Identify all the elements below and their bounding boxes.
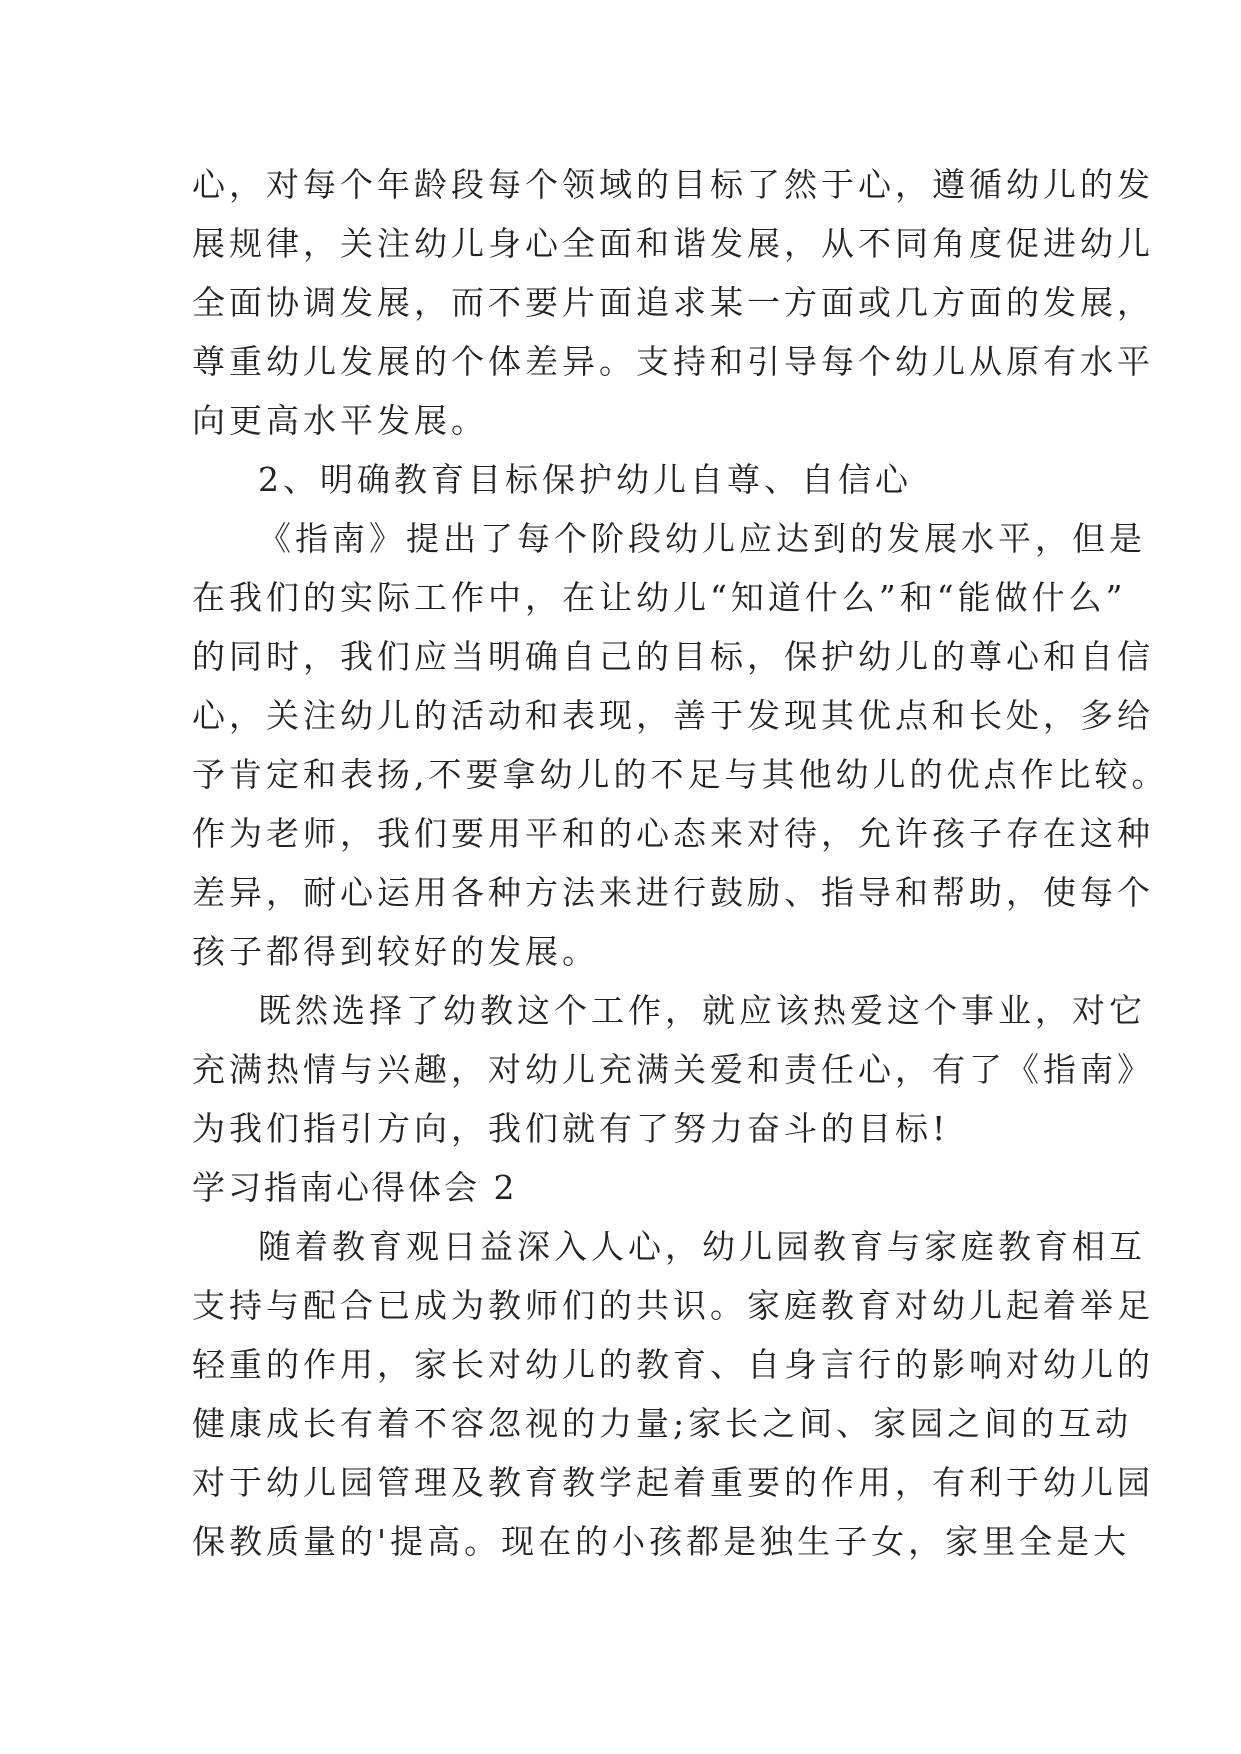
text-line: 充满热情与兴趣，对幼儿充满关爱和责任心，有了《指南》 [192, 1050, 1154, 1089]
text-line: 差异，耐心运用各种方法来进行鼓励、指导和帮助，使每个 [192, 873, 1154, 912]
text-line: 展规律，关注幼儿身心全面和谐发展，从不同角度促进幼儿 [192, 224, 1154, 263]
text-line: 健康成长有着不容忽视的力量;家长之间、家园之间的互动 [192, 1404, 1133, 1443]
text-line: 心，对每个年龄段每个领域的目标了然于心，遵循幼儿的发 [192, 165, 1154, 204]
text-line: 孩子都得到较好的发展。 [192, 932, 599, 971]
text-line: 随着教育观日益深入人心，幼儿园教育与家庭教育相互 [258, 1227, 1146, 1266]
text-line: 向更高水平发展。 [192, 401, 488, 440]
text-line: 对于幼儿园管理及教育教学起着重要的作用，有利于幼儿园 [192, 1463, 1154, 1502]
text-line: 轻重的作用，家长对幼儿的教育、自身言行的影响对幼儿的 [192, 1345, 1154, 1384]
text-line: 心，关注幼儿的活动和表现，善于发现其优点和长处，多给 [192, 696, 1154, 735]
text-line: 既然选择了幼教这个工作，就应该热爱这个事业，对它 [258, 991, 1146, 1030]
document-body [192, 155, 1169, 1571]
text-line: 为我们指引方向，我们就有了努力奋斗的目标! [192, 1109, 950, 1148]
text-line: 全面协调发展，而不要片面追求某一方面或几方面的发展， [192, 283, 1154, 322]
text-line: 予肯定和表扬,不要拿幼儿的不足与其他幼儿的优点作比较。 [192, 755, 1169, 794]
section-title: 学习指南心得体会 2 [192, 1168, 518, 1207]
text-line: 作为老师，我们要用平和的心态来对待，允许孩子存在这种 [192, 814, 1154, 853]
text-line: 保教质量的'提高。现在的小孩都是独生子女，家里全是大 [192, 1522, 1131, 1561]
section-heading: 2、明确教育目标保护幼儿自尊、自信心 [258, 460, 912, 499]
text-line: 支持与配合已成为教师们的共识。家庭教育对幼儿起着举足 [192, 1286, 1154, 1325]
text-line: 在我们的实际工作中，在让幼儿“知道什么”和“能做什么” [192, 578, 1127, 617]
text-line: 的同时，我们应当明确自己的目标，保护幼儿的尊心和自信 [192, 637, 1154, 676]
text-line: 《指南》提出了每个阶段幼儿应达到的发展水平，但是 [258, 519, 1146, 558]
text-line: 尊重幼儿发展的个体差异。支持和引导每个幼儿从原有水平 [192, 342, 1154, 381]
